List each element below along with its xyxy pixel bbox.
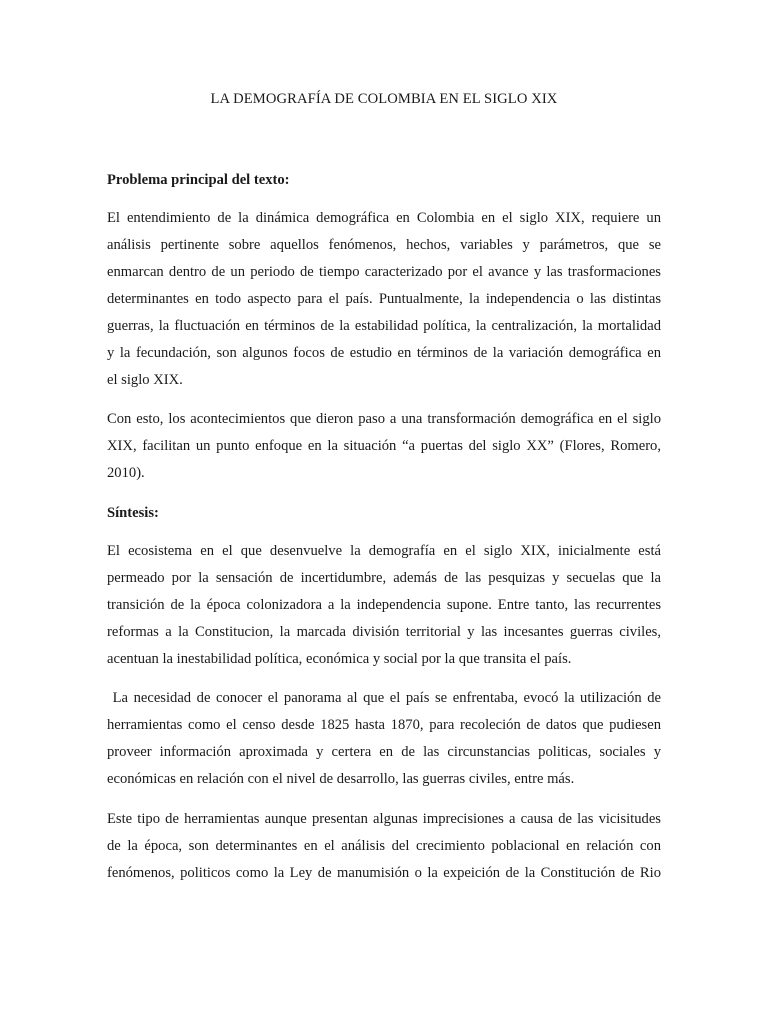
synthesis-line: proveer información aproximada y certera en de las circunstancias politicas, sociales y (107, 744, 661, 760)
synthesis-line: fenómenos, politicos como la Ley de manumisión o la expeición de la Constitución de Rio (107, 865, 661, 881)
context-line: 2010). (107, 465, 145, 481)
heading-problem: Problema principal del texto: (107, 172, 290, 188)
context-line: Con esto, los acontecimientos que dieron paso a una transformación demográfica en el siglo (107, 411, 661, 427)
context-line: XIX, facilitan un punto enfoque en la situación “a puertas del siglo XX” (Flores, Romero, (107, 438, 661, 454)
synthesis-line: herramientas como el censo desde 1825 hasta 1870, para recoleción de datos que pudiesen (107, 717, 661, 733)
synthesis-line: El ecosistema en el que desenvuelve la demografía en el siglo XIX, inicialmente está (107, 543, 661, 559)
problem-paragraph (107, 205, 661, 394)
problem-line: el siglo XIX. (107, 372, 183, 388)
synthesis-paragraph-2 (107, 685, 661, 793)
synthesis-line: reformas a la Constitucion, la marcada división territorial y las incesantes guerras civiles, (107, 624, 661, 640)
heading-synthesis: Síntesis: (107, 505, 159, 521)
synthesis-line: Este tipo de herramientas aunque presentan algunas imprecisiones a causa de las vicisitudes (107, 811, 661, 827)
synthesis-paragraph-3 (107, 806, 661, 887)
document-title: LA DEMOGRAFÍA DE COLOMBIA EN EL SIGLO XIX (210, 91, 558, 107)
synthesis-line: transición de la época colonizadora a la independencia supone. Entre tanto, las recurrentes (107, 597, 661, 613)
problem-line: determinantes en todo aspecto para el país. Puntualmente, la independencia o las distintas (107, 291, 661, 307)
context-paragraph (107, 406, 661, 487)
synthesis-line: permeado por la sensación de incertidumbre, además de las pesquizas y secuelas que la (107, 570, 661, 586)
problem-line: análisis pertinente sobre aquellos fenómenos, hechos, variables y parámetros, que se (107, 237, 661, 253)
synthesis-line: de la época, son determinantes en el análisis del crecimiento poblacional en relación con (107, 838, 661, 854)
synthesis-line: acentuan la inestabilidad política, económica y social por la que transita el país. (107, 651, 572, 667)
problem-line: y la fecundación, son algunos focos de estudio en términos de la variación demográfica en (107, 345, 661, 361)
problem-line: El entendimiento de la dinámica demográfica en Colombia en el siglo XIX, requiere un (107, 210, 661, 226)
synthesis-line: económicas en relación con el nivel de desarrollo, las guerras civiles, entre más. (107, 771, 575, 787)
synthesis-paragraph-1 (107, 538, 661, 673)
problem-line: enmarcan dentro de un periodo de tiempo caracterizado por el avance y las trasformaciones (107, 264, 661, 280)
problem-line: guerras, la fluctuación en términos de la estabilidad política, la centralización, la mortalidad (107, 318, 661, 334)
synthesis-line: La necesidad de conocer el panorama al que el país se enfrentaba, evocó la utilización de (107, 690, 661, 706)
